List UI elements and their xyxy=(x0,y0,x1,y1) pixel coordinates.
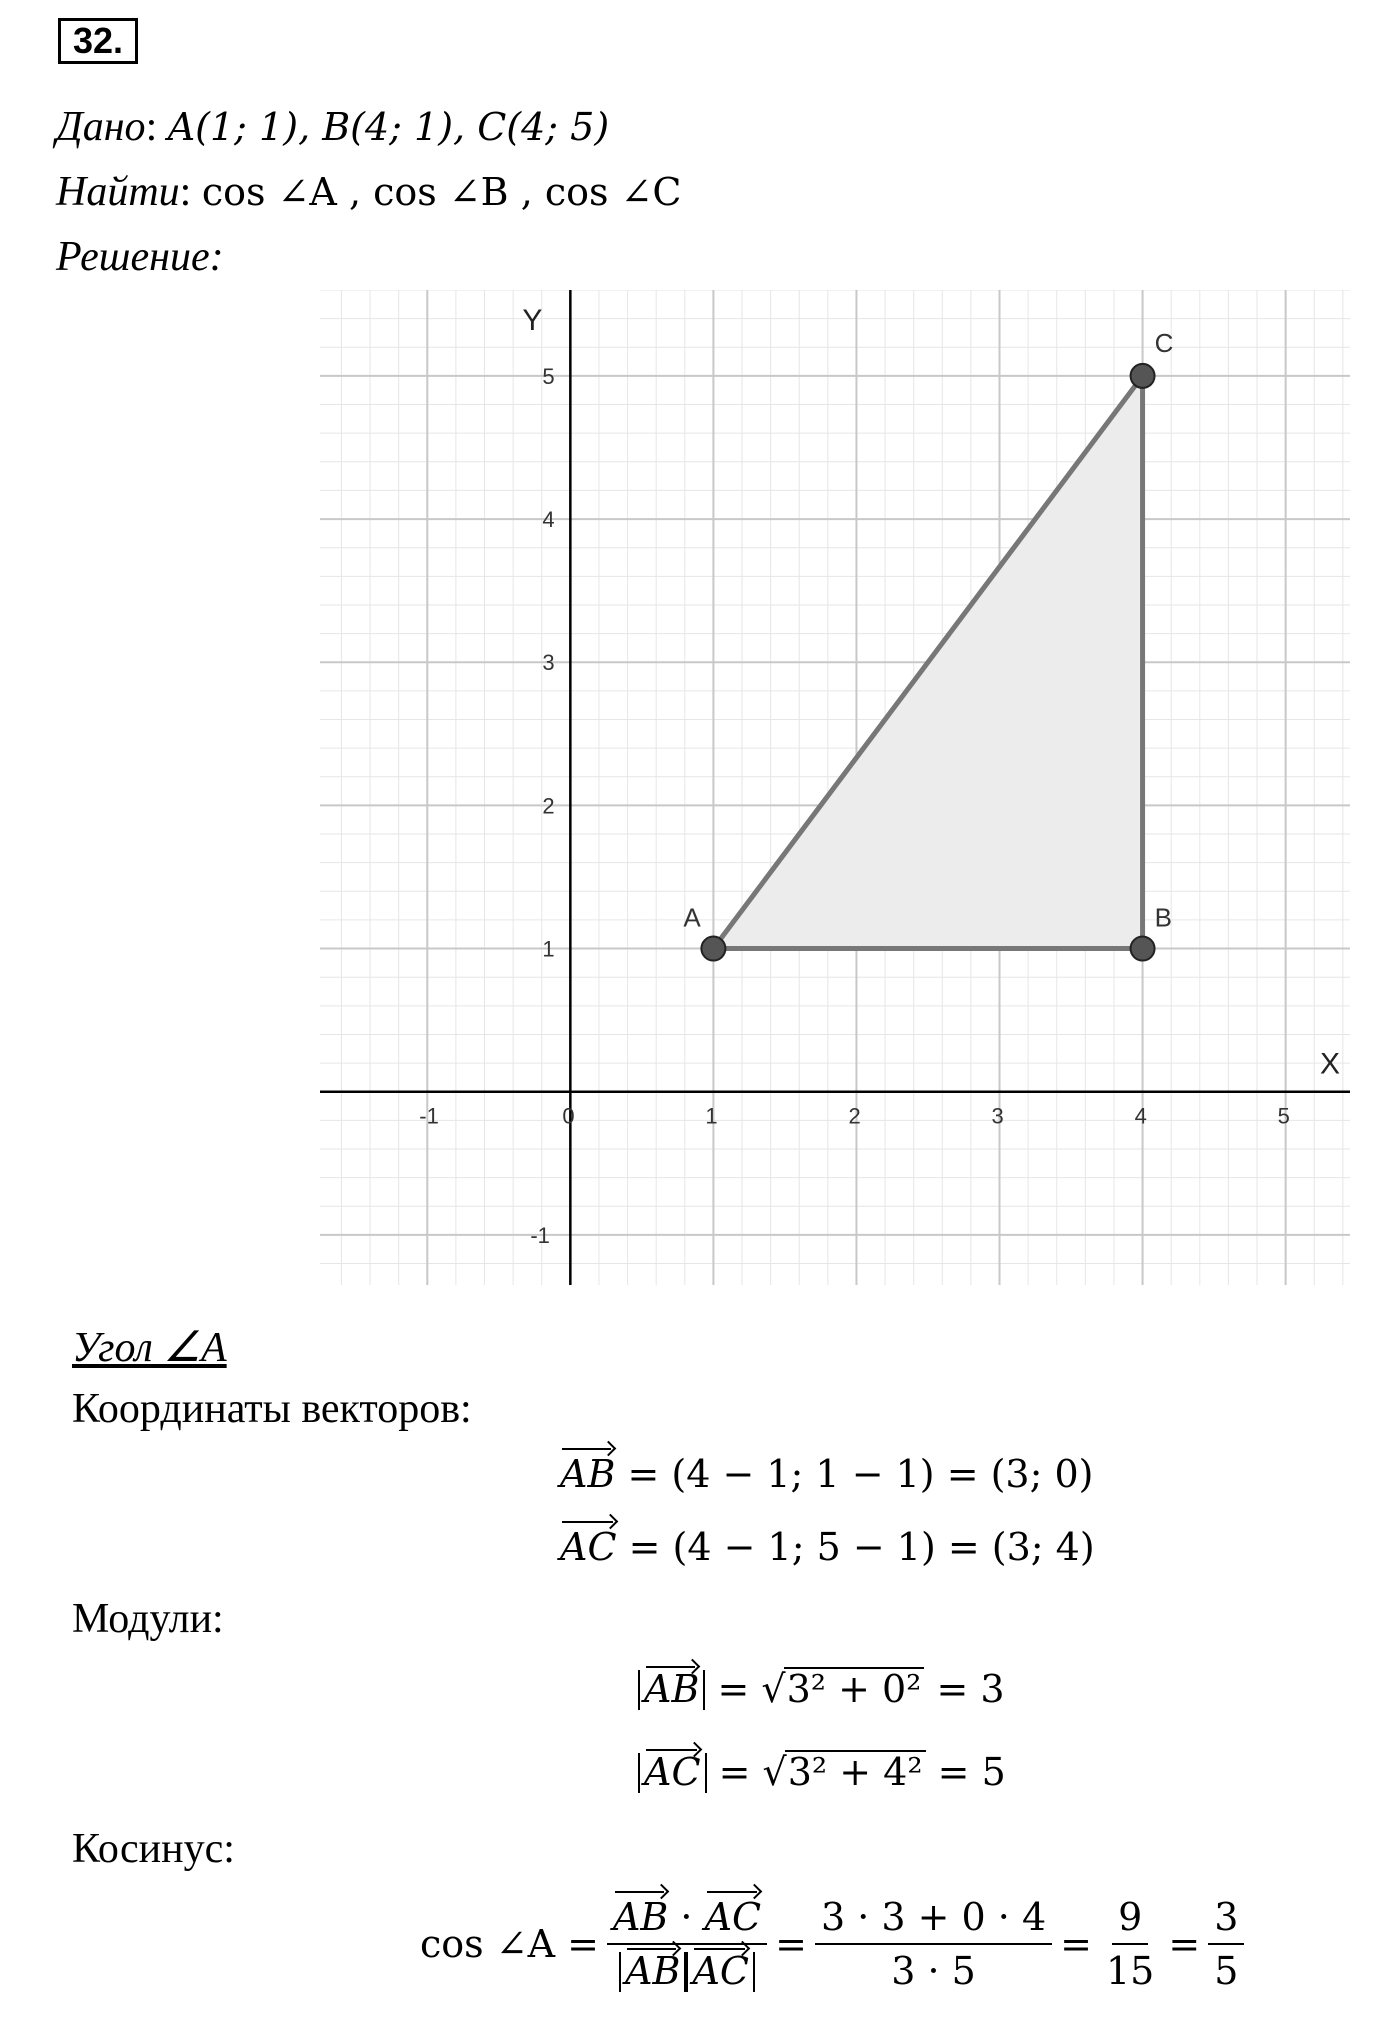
y-axis-label: Y xyxy=(522,304,543,337)
given-text: A(1; 1), B(4; 1), C(4; 5) xyxy=(167,105,610,149)
frac-den-ac: AC xyxy=(692,1949,749,1993)
y-tick-label: 5 xyxy=(542,363,555,389)
point-b xyxy=(1131,937,1155,961)
vector-ac-coords xyxy=(560,1525,1095,1569)
x-tick-label: 3 xyxy=(991,1103,1004,1129)
point-c xyxy=(1131,364,1155,388)
find-label: Найти xyxy=(56,169,180,215)
module-ab-vector: AB xyxy=(644,1667,700,1711)
solution-label: Решение: xyxy=(56,234,224,280)
modules-label: Модули: xyxy=(72,1596,224,1642)
frac2-denominator: 3 · 5 xyxy=(891,1949,976,1993)
frac-num-ac: AC xyxy=(704,1895,762,1939)
fraction-numbers xyxy=(815,1895,1052,1993)
module-ab-radicand: 3² + 0² xyxy=(784,1667,925,1711)
x-tick-label: 0 xyxy=(562,1103,575,1129)
point-a xyxy=(701,937,725,961)
y-tick-label: -1 xyxy=(530,1222,550,1248)
frac3-denominator: 15 xyxy=(1105,1949,1155,1993)
problem-number-box: 32. xyxy=(58,18,138,64)
coordinate-plot xyxy=(320,290,1350,1285)
fraction-9-15 xyxy=(1100,1895,1160,1993)
module-ac-eq: = √ xyxy=(706,1750,787,1794)
angle-a-heading: Угол ∠A xyxy=(72,1325,227,1371)
vector-ab-coords xyxy=(560,1452,1094,1496)
module-ab-result: = 3 xyxy=(924,1667,1005,1711)
given-label: Дано xyxy=(56,104,146,150)
module-ac-result: = 5 xyxy=(925,1750,1006,1794)
point-label-a: A xyxy=(683,902,701,933)
cos-lhs: cos ∠A = xyxy=(420,1922,599,1966)
frac2-numerator: 3 · 3 + 0 · 4 xyxy=(815,1895,1052,1945)
module-ac-radicand: 3² + 4² xyxy=(785,1750,926,1794)
x-tick-label: 5 xyxy=(1277,1103,1290,1129)
vector-ab: AB xyxy=(560,1452,616,1496)
vector-ac: AC xyxy=(560,1525,617,1569)
given-line: Дано: A(1; 1), B(4; 1), C(4; 5) xyxy=(56,104,610,150)
point-label-b: B xyxy=(1154,902,1172,933)
frac4-denominator: 5 xyxy=(1214,1949,1239,1993)
equals-1: = xyxy=(775,1922,807,1966)
find-text: cos ∠A , cos ∠B , cos ∠C xyxy=(201,170,682,214)
module-ac xyxy=(638,1750,1006,1794)
frac-num-dot: · xyxy=(668,1895,705,1939)
frac3-numerator: 9 xyxy=(1112,1895,1148,1945)
frac4-numerator: 3 xyxy=(1208,1895,1244,1945)
y-tick-label: 4 xyxy=(542,507,555,533)
y-tick-label: 1 xyxy=(542,936,555,962)
frac-den-ab: AB xyxy=(625,1949,681,1993)
equals-3: = xyxy=(1168,1922,1201,1966)
module-ab xyxy=(638,1667,1005,1711)
x-tick-label: 1 xyxy=(705,1103,718,1129)
module-ab-eq: = √ xyxy=(705,1667,786,1711)
vector-ab-expr: = (4 − 1; 1 − 1) = (3; 0) xyxy=(615,1452,1094,1496)
point-label-c: C xyxy=(1154,327,1174,358)
y-tick-label: 2 xyxy=(542,793,555,819)
equals-2: = xyxy=(1060,1922,1092,1966)
module-ac-vector: AC xyxy=(644,1750,701,1794)
coords-label: Координаты векторов: xyxy=(72,1386,472,1432)
cosine-label: Косинус: xyxy=(72,1826,235,1872)
vector-ac-expr: = (4 − 1; 5 − 1) = (3; 4) xyxy=(616,1525,1095,1569)
x-tick-label: -1 xyxy=(419,1103,439,1129)
x-axis-label: X xyxy=(1320,1047,1341,1081)
x-tick-label: 2 xyxy=(848,1103,861,1129)
frac-num-ab: AB xyxy=(612,1895,669,1939)
cosine-formula xyxy=(420,1895,1252,1993)
fraction-3-5 xyxy=(1208,1895,1244,1993)
fraction-vectors xyxy=(607,1895,767,1993)
find-line: Найти: cos ∠A , cos ∠B , cos ∠C xyxy=(56,169,682,215)
y-tick-label: 3 xyxy=(542,650,555,676)
x-tick-label: 4 xyxy=(1134,1103,1147,1129)
